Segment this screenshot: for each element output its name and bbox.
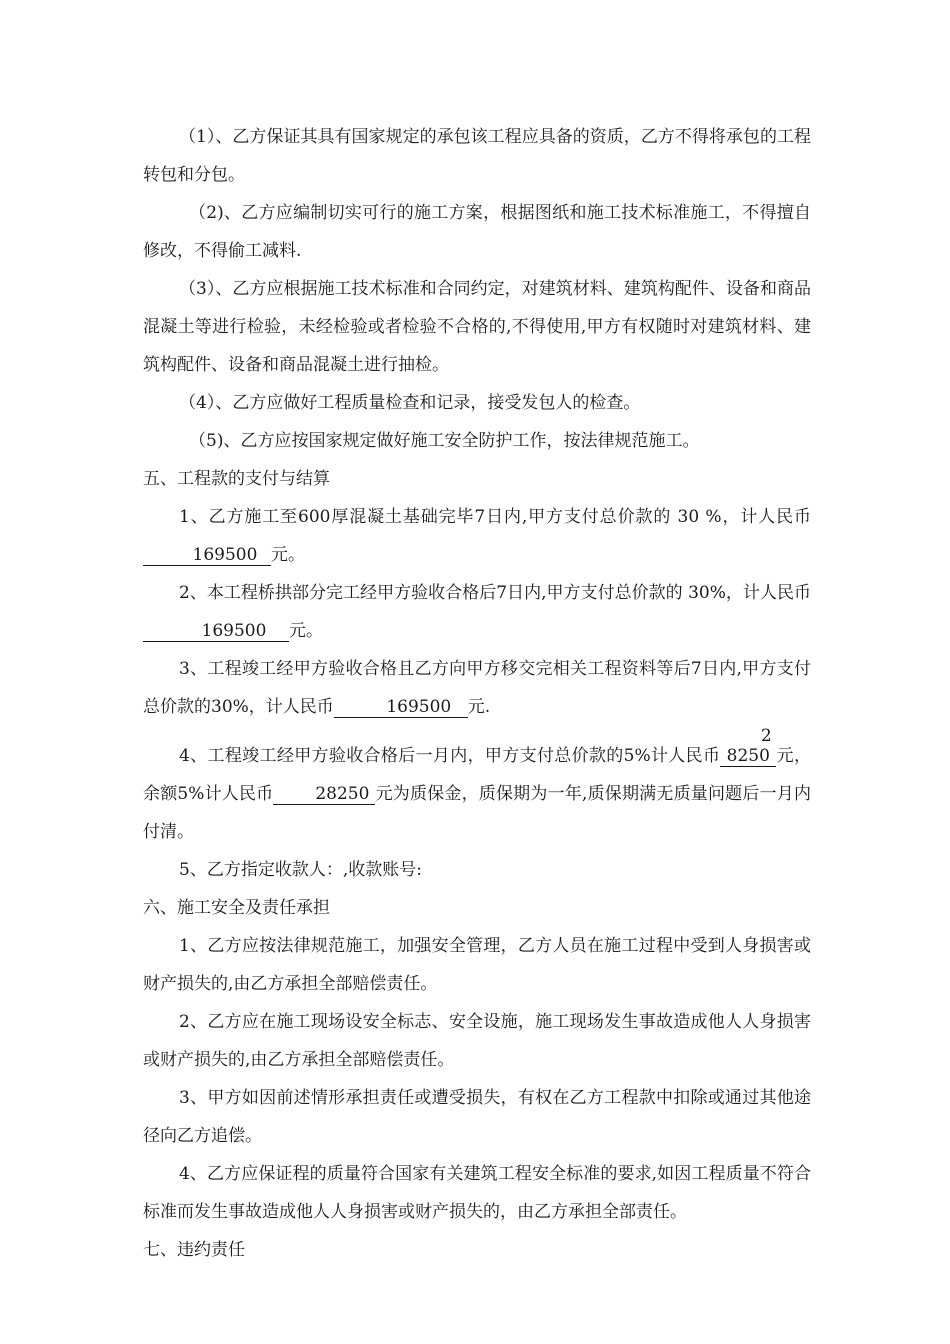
clause-4-1: （1）、乙方保证其具有国家规定的承包该工程应具备的资质，乙方不得将承包的工程转包和分包。 (143, 127, 811, 185)
section-7-heading: 七、违约责任 (143, 1240, 245, 1260)
contract-body (143, 118, 811, 1269)
clause-4-2: （2)、乙方应编制切实可行的施工方案，根据图纸和施工技术标准施工，不得擅自修改，不得偷工减料. (143, 203, 811, 261)
payment-clause-5: 5、乙方指定收款人：,收款账号: (179, 860, 422, 880)
payment-clause-1 (143, 498, 811, 574)
payment-3-text: 3、工程竣工经甲方验收合格且乙方向甲方移交完相关工程资料等后7日内,甲方支付总价款的30%，计人民币 (143, 659, 811, 717)
clause-4-4: （4）、乙方应做好工程质量检查和记录，接受发包人的检查。 (179, 393, 641, 413)
payment-3-amount: 169500 (334, 697, 468, 718)
payment-clause-4 (143, 726, 811, 851)
safety-clause-2: 2、乙方应在施工现场设安全标志、安全设施，施工现场发生事故造成他人人身损害或财产损失的,由乙方承担全部赔偿责任。 (143, 1012, 811, 1070)
payment-1-amount: 169500 (143, 545, 271, 566)
safety-clause-1: 1、乙方应按法律规范施工，加强安全管理，乙方人员在施工过程中受到人身损害或财产损失的,由乙方承担全部赔偿责任。 (143, 936, 811, 994)
payment-2-unit: 元。 (289, 621, 323, 641)
payment-2-text: 2、本工程桥拱部分完工经甲方验收合格后7日内,甲方支付总价款的 30%，计人民币 (179, 583, 811, 603)
clause-4-5: （5)、乙方应按国家规定做好施工安全防护工作，按法律规范施工。 (189, 431, 700, 451)
safety-clause-4: 4、乙方应保证程的质量符合国家有关建筑工程安全标准的要求,如因工程质量不符合标准而发生事故造成他人人身损害或财产损失的，由乙方承担全部责任。 (143, 1164, 811, 1222)
payment-clause-3 (143, 650, 811, 726)
payment-4-middle: 元，余额5%计人民币 (143, 746, 811, 804)
payment-4-tail: 元为质保金，质保期为一年,质保期满无质量问题后一月内付清。 (143, 784, 811, 842)
payment-4-amount-1: 28250 (720, 726, 776, 767)
payment-1-unit: 元。 (271, 545, 305, 565)
payment-1-text: 1、乙方施工至600厚混凝土基础完毕7日内,甲方支付总价款的 30 %，计人民币 (179, 507, 811, 527)
section-5-heading: 五、工程款的支付与结算 (143, 469, 330, 489)
payment-4-text: 4、工程竣工经甲方验收合格后一月内，甲方支付总价款的5%计人民币 (179, 746, 721, 766)
payment-2-amount: 169500 (143, 621, 289, 642)
payment-3-unit: 元. (467, 697, 491, 717)
section-6-heading: 六、施工安全及责任承担 (143, 898, 330, 918)
safety-clause-3: 3、甲方如因前述情形承担责任或遭受损失，有权在乙方工程款中扣除或通过其他途径向乙方追偿。 (143, 1088, 811, 1146)
payment-4-amount-2: 28250 (273, 784, 375, 805)
clause-4-3: （3）、乙方应根据施工技术标准和合同约定，对建筑材料、建筑构配件、设备和商品混凝土等进行检验，未经检验或者检验不合格的,不得使用,甲方有权随时对建筑材料、建筑构配件、设备和商品混凝土进行抽检。 (143, 279, 811, 375)
payment-clause-2 (143, 574, 811, 650)
